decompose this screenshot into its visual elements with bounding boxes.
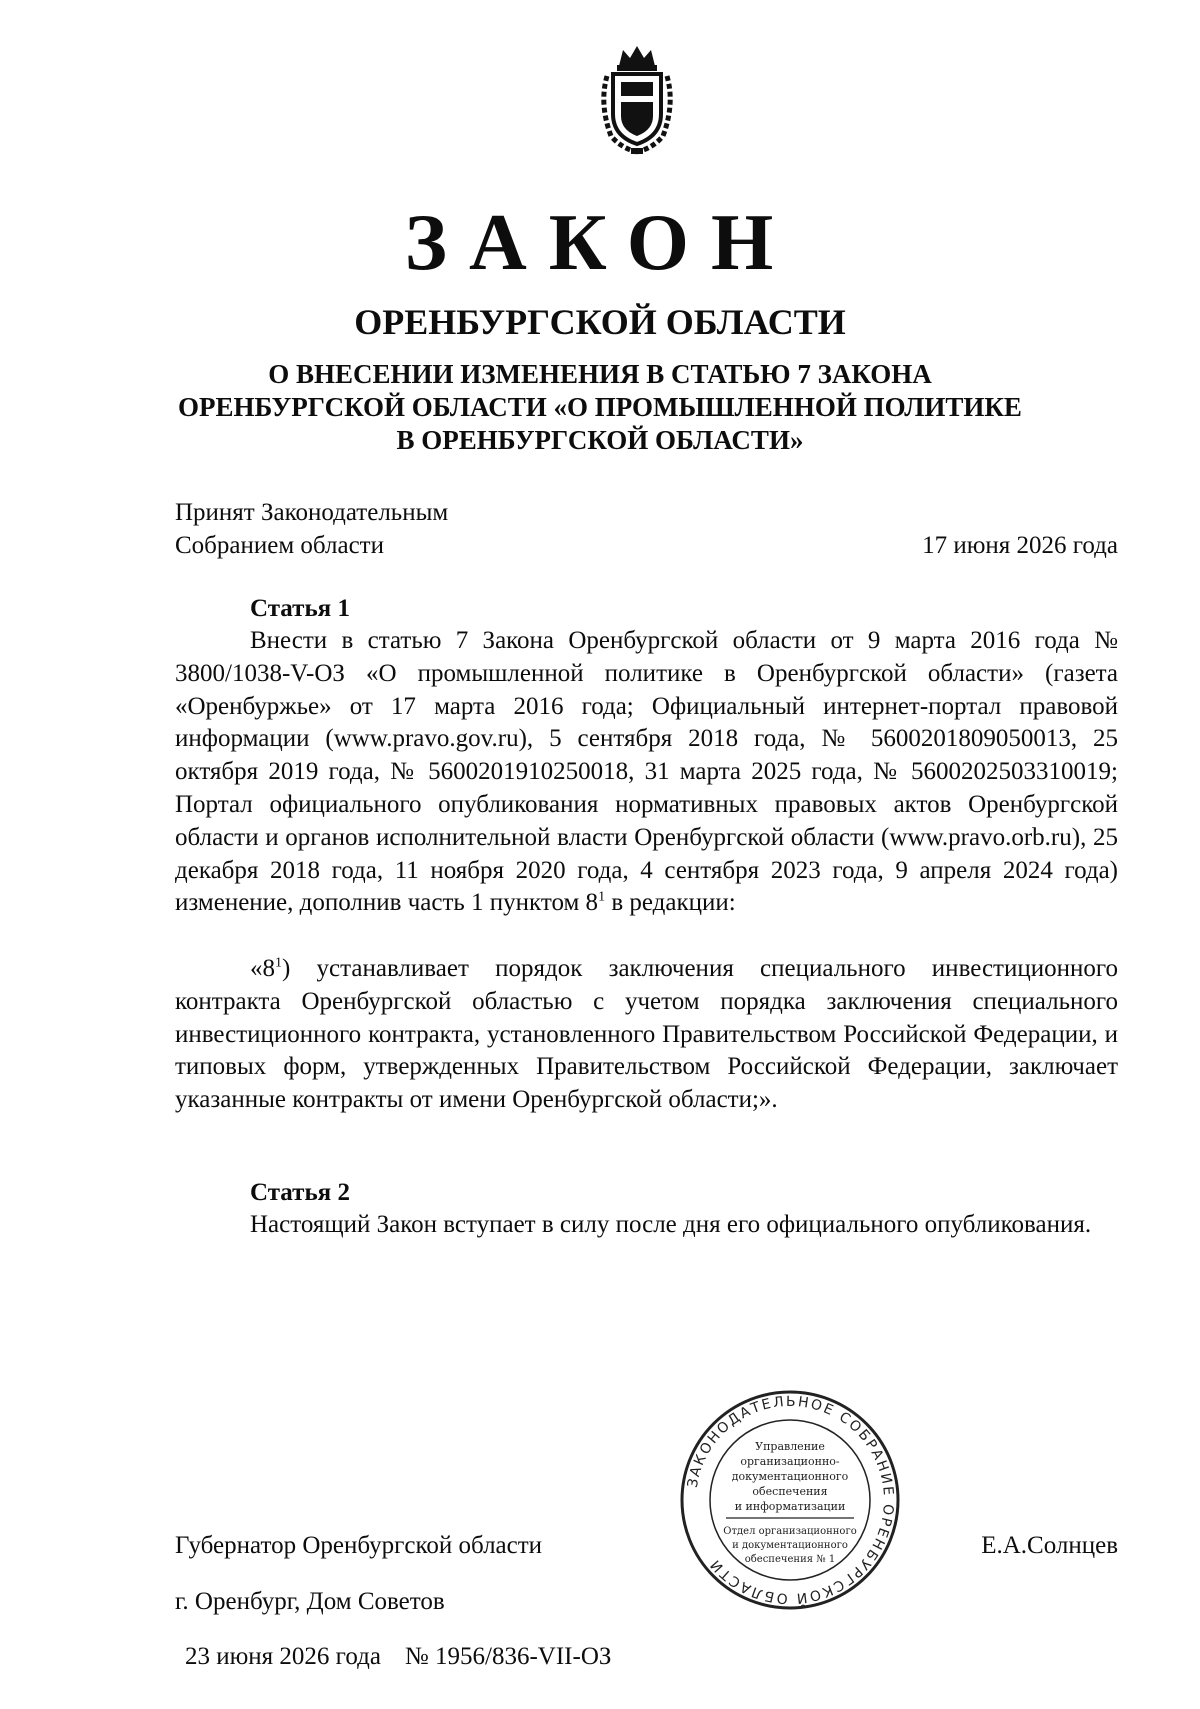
law-subtitle [140, 358, 1060, 457]
subtitle-line: О ВНЕСЕНИИ ИЗМЕНЕНИЯ В СТАТЬЮ 7 ЗАКОНА [268, 359, 932, 389]
amendment-open: «8 [250, 955, 275, 982]
adoption-note [175, 496, 448, 562]
article-2-title: Статья 2 [250, 1179, 350, 1206]
amendment-text: ) устанавливает порядок заключения специального инвестиционного контракта Оренбургской областью с учетом порядка заключения специального инвестиционного контракта, установленного Правительством Российской Федерации, и типовых форм, утвержденных Правительством Российской Федерации, заключает указанные контракты от имени Оренбургской области;». [175, 955, 1118, 1114]
signing-date: 23 июня 2026 года [185, 1643, 381, 1670]
adoption-line: Принят Законодательным [175, 499, 449, 526]
governor-title: Губернатор Оренбургской области [175, 1532, 543, 1559]
signing-date-number [185, 1640, 611, 1673]
seal-lower-line: обеспечения № 1 [744, 1554, 836, 1565]
article-1-title: Статья 1 [250, 595, 350, 622]
governor-name: Е.А.Солнцев [981, 1532, 1118, 1559]
seal-inner-line: документационного [731, 1470, 849, 1483]
article-1-text-tail: в редакции: [605, 889, 736, 917]
adoption-line: Собранием области [175, 532, 384, 559]
seal-lower-line: и документационного [732, 1540, 848, 1551]
adoption-date: 17 июня 2026 года [922, 532, 1118, 559]
seal-inner-line: обеспечения [752, 1485, 828, 1498]
subtitle-line: В ОРЕНБУРГСКОЙ ОБЛАСТИ» [396, 425, 804, 455]
seal-inner-line: организационно- [740, 1455, 840, 1468]
region-title: ОРЕНБУРГСКОЙ ОБЛАСТИ [354, 302, 846, 342]
article-1-paragraph [175, 625, 1118, 920]
law-number: № 1956/836-VII-ОЗ [404, 1643, 612, 1670]
article-1-text: Внести в статью 7 Закона Оренбургской области от 9 марта 2016 года № 3800/1038-V-ОЗ «О промышленной политике в Оренбургской области» (газета «Оренбуржье» от 17 марта 2016 года; Официальный интернет-портал правовой информации (www.pravo.gov.ru), 5 сентября 2018 года, № 5600201809050013, 25 октября 2019 года, № 5600201910250018, 31 марта 2025 года, № 5600202503310019; Портал официального опубликования нормативных правовых актов Оренбургской области и органов исполнительной власти Оренбургской области (www.pravo.orb.ru), 25 декабря 2018 года, 11 ноября 2020 года, 4 сентября 2023 года, 9 апреля 2024 года) изменение, дополнив часть 1 пунктом 8 [175, 627, 1118, 917]
coat-of-arms-icon [597, 44, 677, 156]
article-1-amendment [175, 953, 1118, 1117]
superscript: 1 [275, 955, 282, 971]
subtitle-line: ОРЕНБУРГСКОЙ ОБЛАСТИ «О ПРОМЫШЛЕННОЙ ПОЛИТИКЕ [178, 392, 1022, 422]
superscript: 1 [598, 890, 606, 906]
seal-lower-line: Отдел организационного [723, 1526, 857, 1537]
document-type-title: ЗАКОН [404, 199, 796, 287]
seal-inner-line: и информатизации [734, 1500, 846, 1513]
signing-place: г. Оренбург, Дом Советов [175, 1588, 445, 1615]
official-seal [678, 1388, 902, 1612]
seal-ring-text: ЗАКОНОДАТЕЛЬНОЕ СОБРАНИЕ ОРЕНБУРГСКОЙ ОБЛАСТИ [684, 1393, 897, 1607]
seal-inner-line: Управление [755, 1440, 825, 1453]
article-2-paragraph: Настоящий Закон вступает в силу после дня его официального опубликования. [250, 1211, 1092, 1238]
